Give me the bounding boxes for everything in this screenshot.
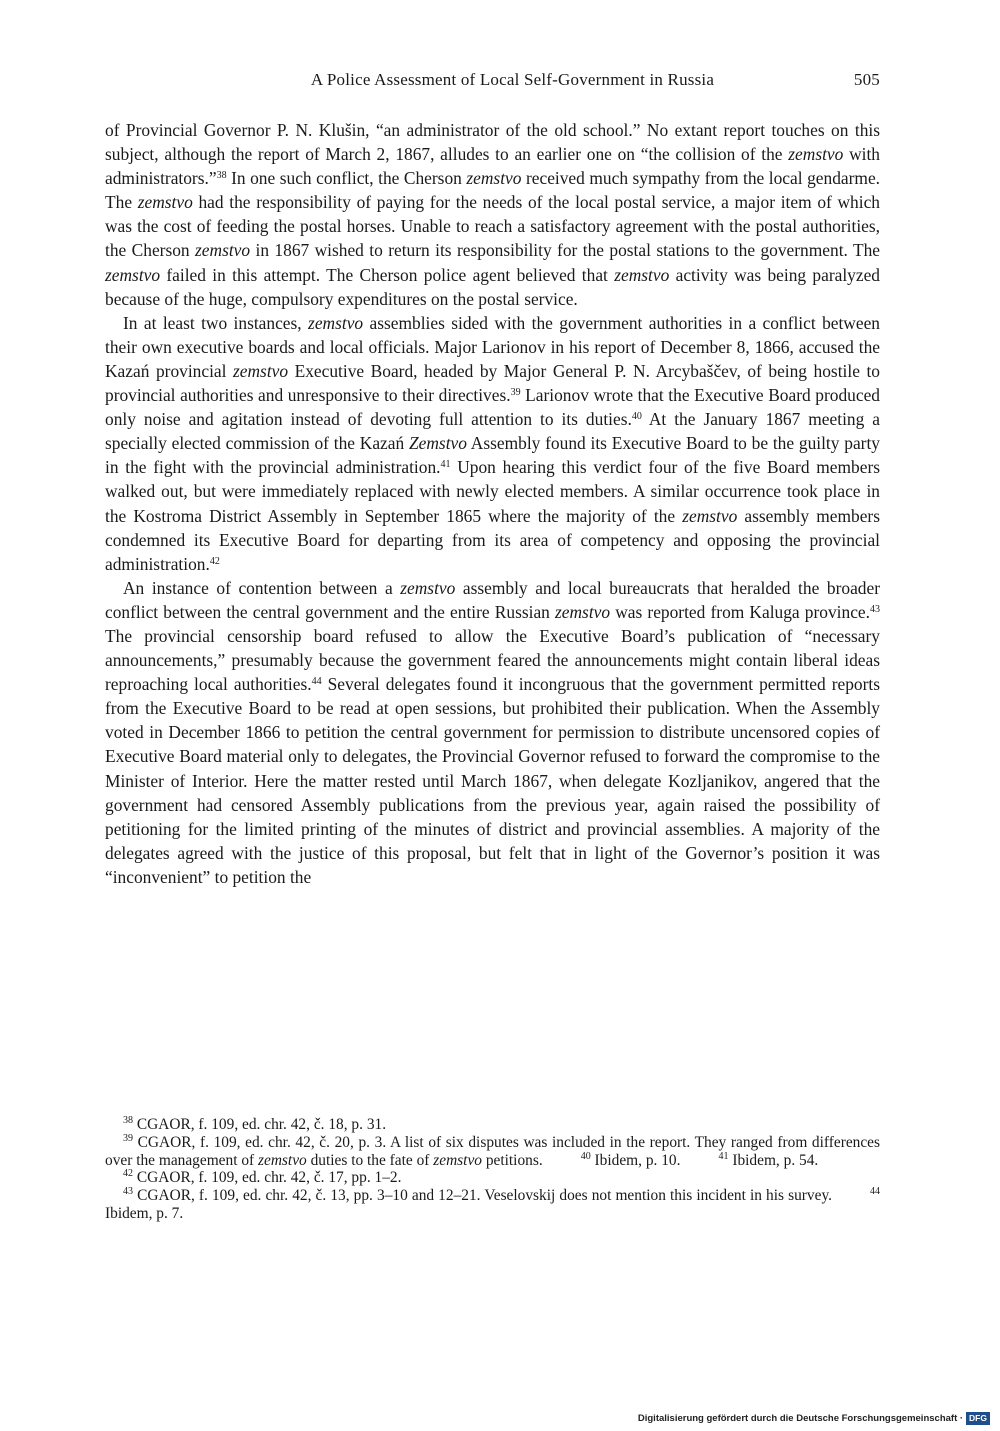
text-run: Executive Board, headed by Major General P. N. Arcybaščev, of being hostile to provincial authorities and unresponsive to their directives. (105, 360, 880, 406)
footnote-ref-44: 44 (311, 676, 322, 688)
footnote-text: CGAOR, f. 109, ed. chr. 42, č. 17, pp. 1–2. (133, 1169, 402, 1187)
dfg-logo: DFG (966, 1412, 990, 1425)
footnote-ref-43: 43 (870, 603, 880, 615)
footnote-number: 41 (718, 1150, 729, 1162)
text-run: In at least two instances, (123, 312, 309, 333)
text-run: assembly and local bureaucrats that heralded the broader conflict between the central government and the entire Russian (105, 577, 880, 622)
paragraph-3 (105, 576, 880, 889)
footnote-42 (105, 1169, 880, 1187)
funding-note: Digitalisierung gefördert durch die Deutsche Forschungsgemeinschaft · (637, 1412, 964, 1424)
main-text (105, 118, 880, 889)
footnote-ref-42: 42 (209, 555, 220, 567)
paragraph-1 (105, 118, 880, 311)
italic-term: zemstvo (466, 168, 522, 189)
italic-term: zemstvo (555, 601, 611, 622)
footnote-number: 40 (580, 1150, 591, 1162)
running-header (105, 70, 880, 96)
italic-term: zemstvo (137, 192, 193, 213)
text-run: had the responsibility of paying for the needs of the local postal service, a major item of which was the cost of feeding the postal horses. Unable to reach a satisfactory agreement with the postal authorities, the Cherson (105, 192, 880, 261)
running-title: A Police Assessment of Local Self-Government in Russia (310, 70, 715, 89)
text-run: with administrators.” (105, 144, 880, 189)
footnote-number: 39 (123, 1132, 133, 1144)
text-run: in 1867 wished to return its responsibility for the postal stations to the government. The (250, 240, 880, 261)
italic-term: zemstvo (105, 264, 161, 285)
text-run: At the January 1867 meeting a specially elected commission of the Kazań (105, 409, 880, 454)
italic-term: zemstvo (433, 1151, 482, 1169)
footnote-text: CGAOR, f. 109, ed. chr. 42, č. 20, p. 3. A list of six disputes was included in the report. They ranged from differences over the management of (105, 1133, 880, 1169)
text-run: Several delegates found it incongruous that the government permitted reports from the Executive Board to be read at open sessions, but prohibited their publication. When the Assembly voted in December 1866 to petition the central government for permission to distribute uncensored copies of Executive Board material only to delegates, the Provincial Governor refused to forward the compromise to the Minister of Interior. Here the matter rested until March 1867, when delegate Kozljanikov, angered that the government had censored Assembly publications from the previous year, again raised the possibility of petitioning for the limited printing of the minutes of district and provincial assemblies. A majority of the delegates agreed with the justice of this proposal, but felt that in light of the Governor’s position it was “inconvenient” to petition the (105, 674, 880, 887)
text-run: Upon hearing this verdict four of the five Board members walked out, but were immediately replaced with newly elected members. A similar occurrence took place in the Kostroma District Assembly in September 1865 where the majority of the (105, 457, 881, 526)
footnote-39-40-41 (105, 1134, 880, 1170)
text-run: failed in this attempt. The Cherson police agent believed that (160, 264, 615, 285)
footnote-number: 44 (870, 1186, 880, 1198)
italic-term: zemstvo (258, 1151, 307, 1169)
footnote-text: CGAOR, f. 109, ed. chr. 42, č. 13, pp. 3–10 and 12–21. Veselovskij does not mention this incident in his survey. (133, 1187, 832, 1205)
page-number: 505 (853, 70, 880, 89)
footnote-text: duties to the fate of (306, 1151, 434, 1169)
footnote-text: petitions. (481, 1151, 543, 1169)
footnote-ref-39: 39 (510, 387, 521, 399)
footnote-ref-40: 40 (631, 411, 642, 423)
text-run: received much sympathy from the local gendarme. The (105, 168, 881, 213)
italic-term: zemstvo (233, 360, 289, 381)
text-run: activity was being paralyzed because of the huge, compulsory expenditures on the postal service. (105, 264, 881, 309)
italic-term: zemstvo (195, 240, 251, 261)
footnote-ref-41: 41 (440, 459, 451, 471)
footnote-number: 42 (123, 1168, 133, 1180)
text-run: assemblies sided with the government authorities in a conflict between their own executive boards and local officials. Major Larionov in his report of December 8, 1866, accused the Kazań provincial (105, 312, 881, 381)
paragraph-2 (105, 311, 880, 576)
text-run: Assembly found its Executive Board to be the guilty party in the fight with the provincial administration. (105, 433, 880, 478)
footnote-text: CGAOR, f. 109, ed. chr. 42, č. 18, p. 31. (133, 1116, 387, 1133)
italic-term: zemstvo (788, 144, 844, 165)
text-run: An instance of contention between a (123, 577, 401, 598)
footnote-text: Ibidem, p. 54. (728, 1151, 819, 1169)
footnote-text: Ibidem, p. 10. (590, 1151, 681, 1169)
italic-term: zemstvo (308, 312, 364, 333)
text-run: of Provincial Governor P. N. Klušin, “an administrator of the old school.” No extant report touches on this subject, although the report of March 2, 1867, alludes to an earlier one on “the collision of the (105, 120, 880, 165)
italic-term: Zemstvo (408, 433, 467, 454)
footnote-38 (105, 1116, 880, 1134)
text-run: The provincial censorship board refused to allow the Executive Board’s publication of “necessary announcements,” presumably because the government feared the announcements might contain liberal ideas reproaching local authorities. (105, 625, 880, 695)
text-run: Larionov wrote that the Executive Board produced only noise and agitation instead of devoting full attention to its duties. (105, 385, 880, 430)
footnote-number: 38 (123, 1115, 133, 1126)
text-run: In one such conflict, the Cherson (226, 168, 467, 189)
text-run: was reported from Kaluga province. (610, 601, 870, 622)
italic-term: zemstvo (614, 264, 670, 285)
italic-term: zemstvo (400, 577, 456, 598)
footnote-number: 43 (123, 1186, 133, 1198)
footnotes (105, 1116, 880, 1223)
footnote-43-44 (105, 1187, 880, 1223)
italic-term: zemstvo (682, 505, 738, 526)
footnote-ref-38: 38 (216, 170, 227, 182)
footnote-text: Ibidem, p. 7. (105, 1204, 184, 1222)
digitization-footer (638, 1411, 990, 1425)
text-run: assembly members condemned its Executive Board for departing from its area of competency and opposing the provincial administration. (105, 505, 880, 574)
